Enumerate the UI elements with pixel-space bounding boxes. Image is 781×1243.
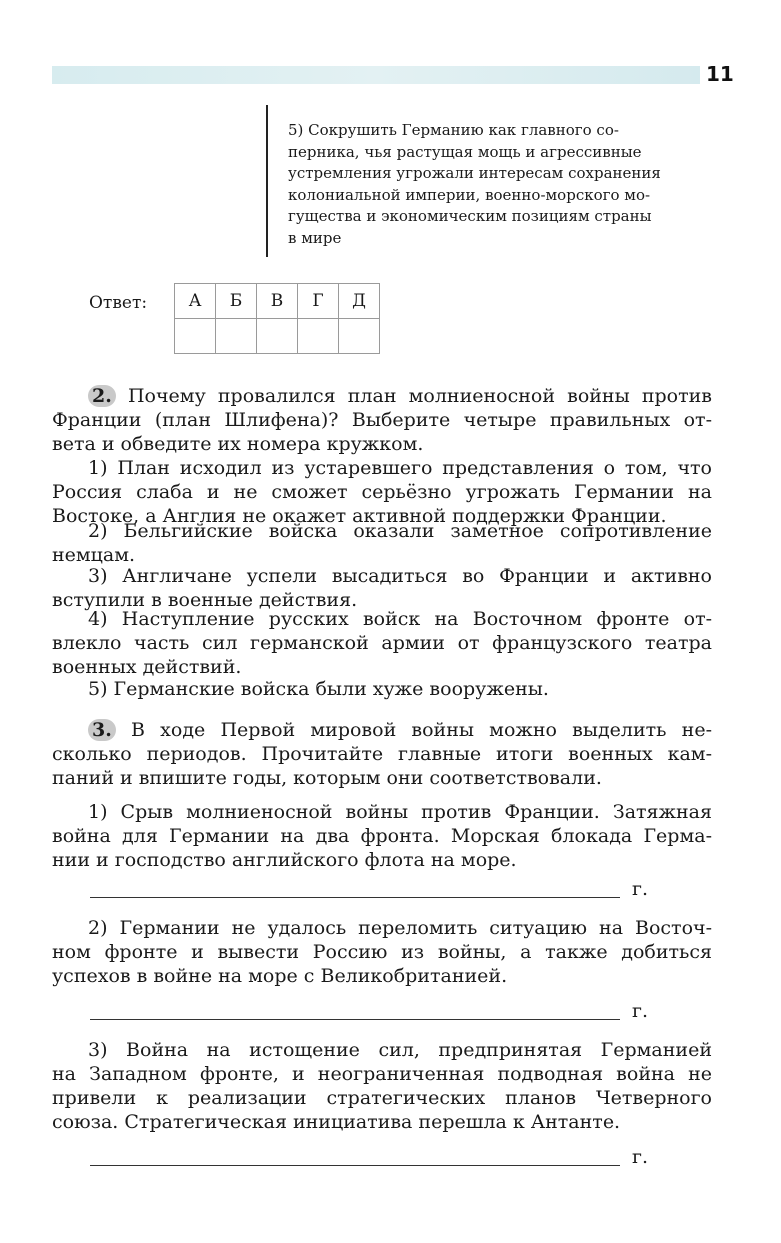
answer-cell[interactable] bbox=[298, 319, 339, 354]
year-answer-line-1[interactable] bbox=[90, 897, 620, 898]
option-line: Востоке, а Англия не окажет активной поддержки Франции. bbox=[52, 505, 667, 527]
task-3-line: В ходе Первой мировой войны можно выделить не- bbox=[131, 719, 712, 741]
task-2-option-2 bbox=[52, 519, 712, 567]
year-suffix: г. bbox=[632, 1000, 648, 1022]
option-5-line: гущества и экономическим позициям страны bbox=[288, 207, 652, 226]
period-line: 2) Германии не удалось переломить ситуацию на Восточ- bbox=[88, 917, 712, 939]
answer-column-header: Г bbox=[298, 284, 339, 319]
task-3-line: паний и впишите годы, которым они соответствовали. bbox=[52, 767, 602, 789]
period-line: привели к реализации стратегических планов Четверного bbox=[52, 1087, 712, 1109]
header-band bbox=[52, 66, 700, 84]
answer-column-header: Д bbox=[339, 284, 380, 319]
option-5-line: 5) Сокрушить Германию как главного со- bbox=[288, 121, 619, 139]
task-3-question bbox=[52, 718, 712, 790]
year-suffix: г. bbox=[632, 1146, 648, 1168]
period-line: 3) Война на истощение сил, предпринятая Германией bbox=[88, 1039, 712, 1061]
period-line: союза. Стратегическая инициатива перешла к Антанте. bbox=[52, 1111, 621, 1133]
task-3-number: 3. bbox=[88, 719, 116, 741]
year-suffix: г. bbox=[632, 878, 648, 900]
period-line: 1) Срыв молниеносной войны против Франции. Затяжная bbox=[88, 801, 712, 823]
option-5-line: устремления угрожали интересам сохранения bbox=[288, 164, 661, 183]
task-2-option-4 bbox=[52, 607, 712, 679]
task-2-option-3 bbox=[52, 564, 712, 612]
year-answer-line-2[interactable] bbox=[90, 1019, 620, 1020]
option-5-line: в мире bbox=[288, 228, 342, 247]
answer-grid bbox=[174, 283, 380, 354]
page-number: 11 bbox=[706, 62, 734, 86]
option-line: 3) Англичане успели высадиться во Франции и активно bbox=[88, 565, 712, 587]
period-line: на Западном фронте, и неограниченная подводная война не bbox=[52, 1063, 712, 1085]
task-3-period-1 bbox=[52, 800, 712, 872]
task-2-line: вета и обведите их номера кружком. bbox=[52, 433, 424, 455]
option-line: 2) Бельгийские войска оказали заметное сопротивление bbox=[88, 520, 712, 542]
option-line: 1) План исходил из устаревшего представления о том, что bbox=[88, 457, 712, 479]
year-answer-line-3[interactable] bbox=[90, 1165, 620, 1166]
answer-cell[interactable] bbox=[339, 319, 380, 354]
answer-column-header: В bbox=[257, 284, 298, 319]
option-line: влекло часть сил германской армии от французского театра bbox=[52, 632, 712, 654]
answer-cell[interactable] bbox=[216, 319, 257, 354]
option-line: 5) Германские войска были хуже вооружены. bbox=[88, 678, 549, 700]
answer-label: Ответ: bbox=[89, 293, 148, 313]
option-line: вступили в военные действия. bbox=[52, 589, 358, 611]
answer-column-header: Б bbox=[216, 284, 257, 319]
task-2-option-1 bbox=[52, 456, 712, 528]
task-3-period-3 bbox=[52, 1038, 712, 1134]
answer-cell[interactable] bbox=[257, 319, 298, 354]
task-3-period-2 bbox=[52, 916, 712, 988]
period-line: ном фронте и вывести Россию из войны, а также добиться bbox=[52, 941, 712, 963]
task-2-line: Франции (план Шлифена)? Выберите четыре правильных от- bbox=[52, 409, 712, 431]
option-line: военных действий. bbox=[52, 656, 242, 678]
answer-cell[interactable] bbox=[175, 319, 216, 354]
option-5-line: перника, чья растущая мощь и агрессивные bbox=[288, 142, 642, 161]
task-2-line: Почему провалился план молниеносной войны против bbox=[127, 385, 712, 407]
period-line: война для Германии на два фронта. Морская блокада Герма- bbox=[52, 825, 712, 847]
task-2-option-5 bbox=[52, 677, 712, 701]
period-line: успехов в войне на море с Великобританией. bbox=[52, 965, 508, 987]
period-line: нии и господство английского флота на море. bbox=[52, 849, 517, 871]
option-line: 4) Наступление русских войск на Восточном фронте от- bbox=[88, 608, 712, 630]
task-3-line: сколько периодов. Прочитайте главные итоги военных кам- bbox=[52, 743, 712, 765]
task-2-question bbox=[52, 384, 712, 456]
option-5-line: колониальной империи, военно-морского мо- bbox=[288, 185, 651, 204]
task-2-number: 2. bbox=[88, 385, 116, 407]
option-5-block bbox=[288, 120, 712, 250]
vertical-rule bbox=[266, 105, 268, 257]
answer-column-header: А bbox=[175, 284, 216, 319]
option-line: Россия слаба и не сможет серьёзно угрожать Германии на bbox=[52, 481, 712, 503]
option-line: немцам. bbox=[52, 544, 136, 566]
